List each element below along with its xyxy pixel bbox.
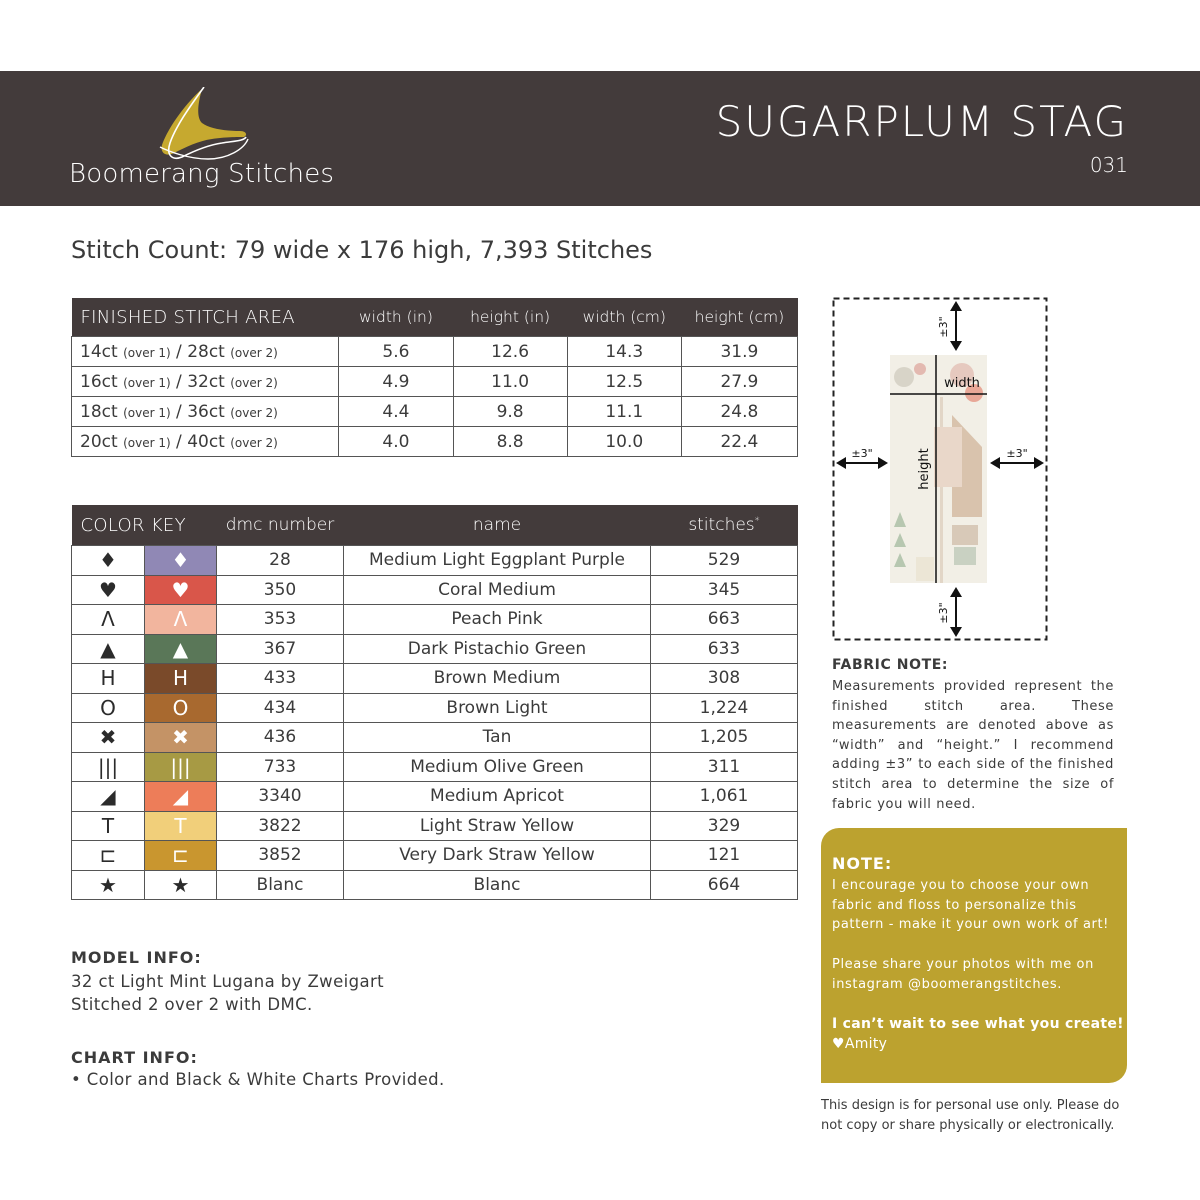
height-cm-cell: 27.9 [681, 367, 797, 397]
width-cm-cell: 12.5 [567, 367, 681, 397]
finished-area-row [72, 427, 798, 457]
fabric-count-cell: 14ct (over 1) / 28ct (over 2) [72, 337, 339, 367]
fabric-count: 36ct [187, 401, 225, 422]
fabric-count-cell: 20ct (over 1) / 40ct (over 2) [72, 427, 339, 457]
stitch-count [71, 236, 652, 264]
fabric-count: 40ct [187, 431, 225, 452]
dmc-number-cell: Blanc [217, 870, 344, 900]
width-in-cell: 4.4 [339, 397, 453, 427]
fabric-count: 14ct [80, 341, 118, 362]
width-in-cell: 4.0 [339, 427, 453, 457]
model-info-line: 32 ct Light Mint Lugana by Zweigart [71, 972, 385, 991]
fabric-count-cell: 16ct (over 1) / 32ct (over 2) [72, 367, 339, 397]
finished-stitch-area-table [71, 298, 798, 457]
stitches-header-label: stitches [688, 515, 755, 535]
triangle-swatch-icon: ▲ [145, 634, 217, 664]
color-name-cell: Light Straw Yellow [344, 811, 651, 841]
over-note: (over 2) [230, 435, 278, 450]
height-in-cell: 11.0 [453, 367, 567, 397]
dmc-number-cell: 350 [217, 575, 344, 605]
dmc-number-cell: 353 [217, 605, 344, 635]
model-info-heading: MODEL INFO: [71, 948, 202, 967]
dmc-number-cell: 3340 [217, 782, 344, 812]
bottom-margin-label: ±3" [937, 602, 950, 624]
color-key-row [72, 841, 798, 871]
usage-disclaimer: This design is for personal use only. Please do not copy or share physically or electronically. [821, 1098, 1120, 1133]
dmc-number-cell: 3852 [217, 841, 344, 871]
stitches-cell: 1,224 [651, 693, 798, 723]
over-note: (over 1) [123, 345, 171, 360]
stitch-count-value: 79 wide x 176 high, 7,393 Stitches [227, 236, 653, 264]
quarter-arc-swatch-icon: ◢ [145, 782, 217, 812]
note-signature: ♥Amity [832, 1036, 888, 1052]
over-note: (over 1) [123, 375, 171, 390]
note-paragraph: I encourage you to choose your own fabric and floss to personalize this pattern - make it your own work of art! [832, 878, 1109, 933]
over-note: (over 1) [123, 435, 171, 450]
mushroom-swatch-icon: T [145, 811, 217, 841]
left-margin-label: ±3" [851, 447, 873, 460]
width-cm-cell: 14.3 [567, 337, 681, 367]
color-name-cell: Very Dark Straw Yellow [344, 841, 651, 871]
finished-header-height-cm: height (cm) [681, 298, 797, 337]
dmc-number-cell: 733 [217, 752, 344, 782]
finished-area-row [72, 367, 798, 397]
fabric-size-diagram [832, 297, 1048, 641]
over-note: (over 2) [230, 375, 278, 390]
finished-area-row [72, 397, 798, 427]
cross-swatch-icon: ✖ [145, 723, 217, 753]
stitches-cell: 633 [651, 634, 798, 664]
color-key-row [72, 782, 798, 812]
finished-area-row [72, 337, 798, 367]
color-key-header-stitches [651, 505, 798, 546]
color-key-table [71, 505, 798, 900]
bracket-swatch-icon: ⊏ [145, 841, 217, 871]
dmc-number-cell: 434 [217, 693, 344, 723]
note-paragraph: Please share your photos with me on instagram @boomerangstitches. [832, 957, 1094, 992]
stitches-cell: 663 [651, 605, 798, 635]
stitches-cell: 308 [651, 664, 798, 694]
width-cm-cell: 10.0 [567, 427, 681, 457]
color-name-cell: Brown Light [344, 693, 651, 723]
height-cm-cell: 22.4 [681, 427, 797, 457]
fabric-count-cell: 18ct (over 1) / 36ct (over 2) [72, 397, 339, 427]
color-key-header-name: name [344, 505, 651, 546]
finished-header-width-cm: width (cm) [567, 298, 681, 337]
width-cm-cell: 11.1 [567, 397, 681, 427]
caret-swatch-icon: Λ [145, 605, 217, 635]
model-info-line: Stitched 2 over 2 with DMC. [71, 995, 313, 1014]
header-banner [0, 71, 1200, 206]
model-info-text [71, 970, 384, 1016]
stitches-cell: 345 [651, 575, 798, 605]
height-label: height [917, 448, 932, 490]
stitches-cell: 329 [651, 811, 798, 841]
height-in-cell: 8.8 [453, 427, 567, 457]
note-closing: I can’t wait to see what you create! [832, 1016, 1124, 1032]
color-name-cell: Peach Pink [344, 605, 651, 635]
finished-header-title: FINISHED STITCH AREA [72, 298, 339, 337]
stitches-cell: 529 [651, 546, 798, 576]
stitches-cell: 1,205 [651, 723, 798, 753]
color-name-cell: Dark Pistachio Green [344, 634, 651, 664]
three-bars-icon: ||| [72, 752, 145, 782]
heart-swatch-icon: ♥ [145, 575, 217, 605]
h-bar-icon: H [72, 664, 145, 694]
h-bar-swatch-icon: H [145, 664, 217, 694]
color-name-cell: Tan [344, 723, 651, 753]
color-key-row [72, 811, 798, 841]
three-bars-swatch-icon: ||| [145, 752, 217, 782]
color-name-cell: Blanc [344, 870, 651, 900]
color-key-row [72, 723, 798, 753]
circle-swatch-icon: O [145, 693, 217, 723]
color-key-row [72, 870, 798, 900]
brand-name: Boomerang Stitches [69, 159, 335, 189]
fabric-count: 16ct [80, 371, 118, 392]
color-key-row [72, 634, 798, 664]
caret-icon: Λ [72, 605, 145, 635]
diamond-icon: ♦ [72, 546, 145, 576]
stitches-cell: 121 [651, 841, 798, 871]
dmc-number-cell: 433 [217, 664, 344, 694]
height-cm-cell: 24.8 [681, 397, 797, 427]
color-key-row [72, 575, 798, 605]
dmc-number-cell: 3822 [217, 811, 344, 841]
stitch-count-label: Stitch Count: [71, 236, 228, 264]
color-name-cell: Medium Olive Green [344, 752, 651, 782]
color-name-cell: Brown Medium [344, 664, 651, 694]
color-key-row [72, 605, 798, 635]
quarter-arc-icon: ◢ [72, 782, 145, 812]
color-key-row [72, 752, 798, 782]
star-icon: ★ [72, 870, 145, 900]
stitches-cell: 664 [651, 870, 798, 900]
bracket-icon: ⊏ [72, 841, 145, 871]
dmc-number-cell: 367 [217, 634, 344, 664]
right-margin-label: ±3" [1006, 447, 1028, 460]
star-swatch-icon: ★ [145, 870, 217, 900]
stitches-footnote-mark: * [754, 515, 760, 527]
over-note: (over 2) [230, 345, 278, 360]
top-margin-label: ±3" [937, 316, 950, 338]
chart-info-heading: CHART INFO: [71, 1048, 198, 1067]
dmc-number-cell: 436 [217, 723, 344, 753]
finished-header-width-in: width (in) [339, 298, 453, 337]
fabric-count: 32ct [187, 371, 225, 392]
stitches-cell: 1,061 [651, 782, 798, 812]
over-note: (over 2) [230, 405, 278, 420]
color-key-header-title: COLOR KEY [72, 505, 217, 546]
color-name-cell: Medium Light Eggplant Purple [344, 546, 651, 576]
boomerang-logo-icon [158, 87, 250, 163]
over-note: (over 1) [123, 405, 171, 420]
color-key-row [72, 546, 798, 576]
chart-info-text: • Color and Black & White Charts Provided. [71, 1070, 445, 1089]
color-key-row [72, 693, 798, 723]
fabric-count: 18ct [80, 401, 118, 422]
mushroom-icon: T [72, 811, 145, 841]
circle-icon: O [72, 693, 145, 723]
height-in-cell: 12.6 [453, 337, 567, 367]
color-key-row [72, 664, 798, 694]
height-in-cell: 9.8 [453, 397, 567, 427]
width-label: width [944, 376, 980, 391]
heart-icon: ♥ [72, 575, 145, 605]
color-name-cell: Medium Apricot [344, 782, 651, 812]
pattern-code: 031 [1089, 153, 1128, 177]
color-name-cell: Coral Medium [344, 575, 651, 605]
color-key-header-dmc: dmc number [217, 505, 344, 546]
stitches-cell: 311 [651, 752, 798, 782]
dmc-number-cell: 28 [217, 546, 344, 576]
fabric-count: 20ct [80, 431, 118, 452]
note-heading: NOTE: [832, 854, 893, 873]
pattern-title: SUGARPLUM STAG [715, 97, 1128, 146]
height-cm-cell: 31.9 [681, 337, 797, 367]
diamond-swatch-icon: ♦ [145, 546, 217, 576]
width-in-cell: 4.9 [339, 367, 453, 397]
triangle-icon: ▲ [72, 634, 145, 664]
fabric-count: 28ct [187, 341, 225, 362]
width-in-cell: 5.6 [339, 337, 453, 367]
fabric-note-heading: FABRIC NOTE: [832, 657, 949, 673]
fabric-note-text: Measurements provided represent the finished stitch area. These measurements are denoted above as “width” and “height.” I recommend adding ±3” to each side of the finished stitch area to determine the size of fabric you will need. [832, 679, 1114, 812]
finished-header-height-in: height (in) [453, 298, 567, 337]
note-box [821, 828, 1127, 1083]
cross-icon: ✖ [72, 723, 145, 753]
